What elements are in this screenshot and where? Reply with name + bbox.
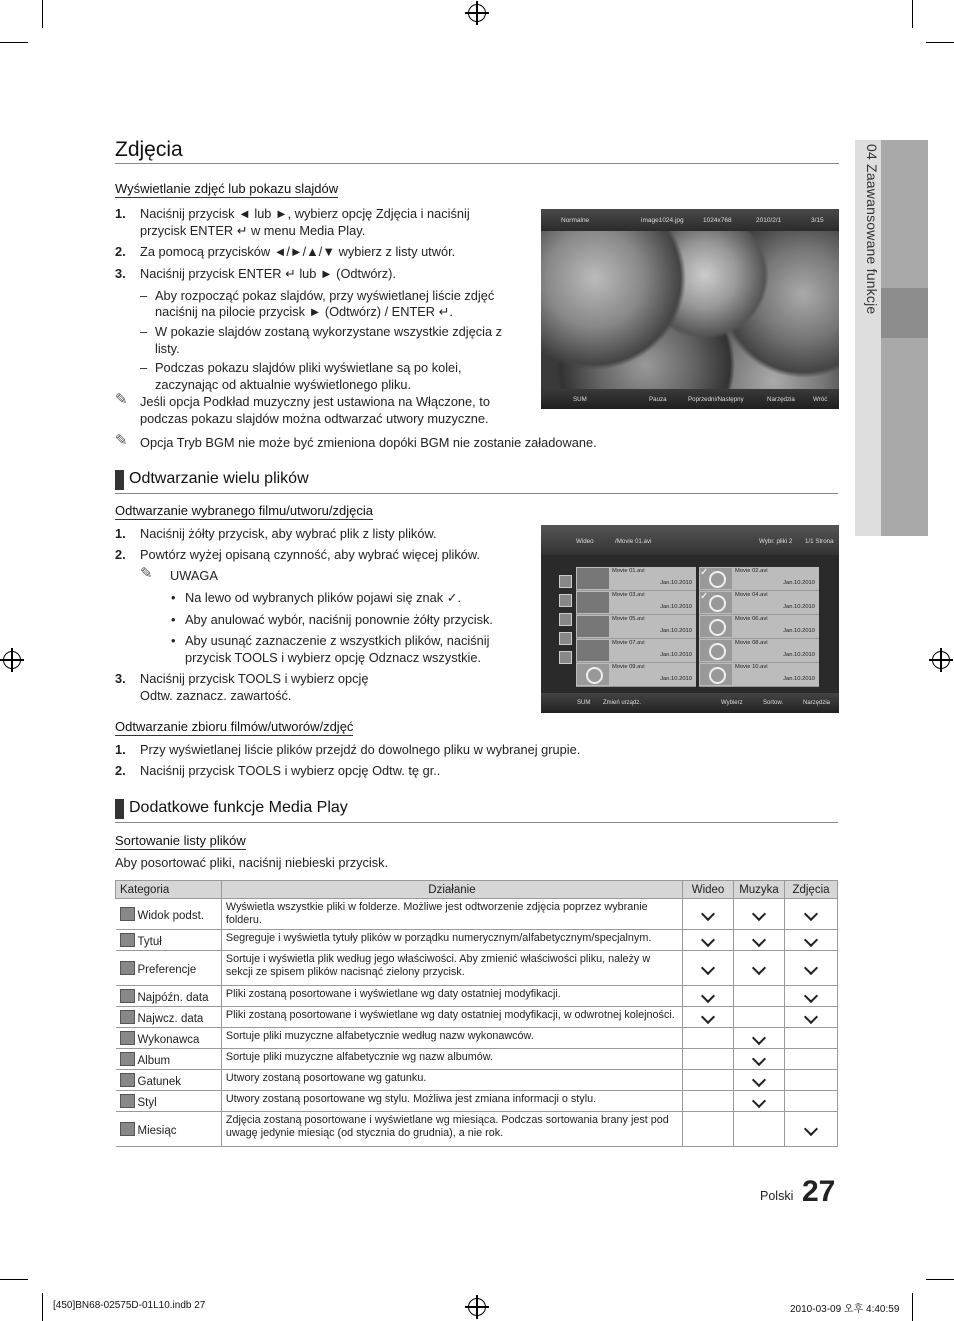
file-date: Jan.10.2010 [783, 652, 815, 658]
film-reel-icon [700, 616, 732, 637]
page-title: Zdjęcia [115, 138, 183, 161]
side-tab [881, 140, 928, 536]
multi-subtitle: Odtwarzanie wybranego filmu/utworu/zdjęcia [115, 503, 373, 518]
step-number: 2. [115, 244, 126, 259]
check-icon [701, 1010, 715, 1024]
support-cell [785, 899, 838, 930]
check-icon [701, 989, 715, 1003]
table-row [116, 899, 838, 930]
note-pencil-icon: ✎ [115, 391, 128, 408]
multi-subtitle: Odtwarzanie zbioru filmów/utworów/zdjęć [115, 719, 354, 734]
photos-subtitle: Wyświetlanie zdjęć lub pokazu slajdów [115, 181, 339, 196]
support-cell [683, 986, 734, 1007]
file-name: Movie 04.avi [735, 592, 768, 598]
dash-mark: – [140, 288, 148, 303]
support-cell [734, 899, 785, 930]
check-icon [752, 1052, 766, 1066]
dash-text: listy. [155, 341, 180, 356]
dash-mark: – [140, 360, 148, 375]
bullet-text: Na lewo od wybranych plików pojawi się znak ✓. [185, 590, 462, 605]
table-row [116, 986, 838, 1007]
file-name: Movie 06.avi [735, 616, 768, 622]
film-reel-icon [577, 664, 609, 685]
file-name: Movie 03.avi [612, 592, 645, 598]
file-list-screenshot [541, 525, 839, 713]
folder-icon [559, 575, 572, 588]
list-item[interactable] [576, 663, 696, 687]
slideshow-bottombar [541, 389, 839, 409]
crop-mark [926, 42, 954, 43]
file-label: image1024.jpg [641, 217, 684, 224]
file-name: Movie 10.avi [735, 664, 768, 670]
title-icon [120, 933, 135, 947]
check-icon [804, 1122, 818, 1136]
check-icon [752, 961, 766, 975]
bullet-mark: • [171, 590, 176, 605]
checkmark-icon: ✓ [700, 567, 709, 578]
folder-icon [120, 907, 135, 921]
table-row [116, 1028, 838, 1049]
header-action: Działanie [221, 881, 682, 899]
category-label: Preferencje [137, 963, 197, 976]
check-icon [752, 907, 766, 921]
slideshow-screenshot [541, 209, 839, 409]
support-cell [683, 1028, 734, 1049]
sort-table [115, 880, 838, 1147]
action-cell: Utwory zostaną posortowane wg gatunku. [221, 1070, 682, 1091]
step-number: 1. [115, 742, 126, 757]
category-label: Najpóźn. data [137, 991, 209, 1004]
check-icon [804, 961, 818, 975]
list-item[interactable] [576, 639, 696, 663]
table-header [116, 881, 838, 899]
side-tab-band [881, 140, 928, 288]
check-icon [804, 933, 818, 947]
bullet-text: Aby anulować wybór, naciśnij ponownie żółty przycisk. [185, 612, 493, 627]
support-cell [734, 1007, 785, 1028]
file-name: Movie 05.avi [612, 616, 645, 622]
back-label: Wróć [813, 396, 828, 403]
table-row [116, 1070, 838, 1091]
print-info-right: 2010-03-09 오후 4:40:59 [790, 1304, 900, 1315]
note-pencil-icon: ✎ [140, 565, 153, 582]
crop-mark [912, 0, 913, 28]
note-text: podczas pokazu slajdów można odtwarzać utwory muzyczne. [140, 411, 489, 426]
category-label: Tytuł [137, 935, 162, 948]
check-icon [752, 1073, 766, 1087]
step-text: Przy wyświetlanej liście plików przejdź do dowolnego pliku w wybranej grupie. [140, 742, 581, 757]
support-cell [734, 1028, 785, 1049]
thumbnail [577, 616, 609, 637]
table-row [116, 930, 838, 951]
slideshow-topbar [541, 209, 839, 231]
section-label: Wideo [576, 538, 594, 545]
step-text: Odtw. zaznacz. zawartość. [140, 688, 292, 703]
step-text: przycisk ENTER ↵ w menu Media Play. [140, 223, 366, 238]
action-cell: Pliki zostaną posortowane i wyświetlane wg daty ostatniej modyfikacji, w odwrotnej kolejności. [221, 1007, 682, 1028]
support-cell [683, 1070, 734, 1091]
step-text: Naciśnij przycisk TOOLS i wybierz opcję [140, 671, 369, 686]
checkmark-icon: ✓ [700, 591, 709, 602]
bullet-text: Aby usunąć zaznaczenie z wszystkich plików, naciśnij [185, 633, 490, 648]
category-label: Gatunek [137, 1075, 181, 1088]
table-row [116, 951, 838, 986]
sort-label: Sortow. [763, 700, 784, 706]
table-row [116, 1049, 838, 1070]
file-date: Jan.10.2010 [783, 604, 815, 610]
file-date: Jan.10.2010 [783, 676, 815, 682]
mode-label: Normalne [561, 217, 590, 224]
support-cell [785, 1112, 838, 1147]
pause-label: Pauza [649, 396, 667, 403]
support-cell [683, 1007, 734, 1028]
step-number: 2. [115, 763, 126, 778]
table-row [116, 1112, 838, 1147]
side-tab-active [881, 288, 928, 338]
check-icon [804, 989, 818, 1003]
category-cell [116, 1112, 222, 1147]
file-date: Jan.10.2010 [660, 652, 692, 658]
crop-mark [0, 1279, 28, 1280]
category-label: Widok podst. [137, 909, 204, 922]
file-list-bottombar [541, 693, 839, 713]
bullet-mark: • [171, 612, 176, 627]
file-date: Jan.10.2010 [783, 580, 815, 586]
footer-language: Polski [760, 1189, 794, 1203]
style-icon [120, 1094, 135, 1108]
step-text: Powtórz wyżej opisaną czynność, aby wybrać więcej plików. [140, 547, 480, 562]
support-cell [785, 986, 838, 1007]
category-cell [116, 930, 222, 951]
path-label: /Movie 01.avi [615, 538, 652, 545]
category-cell [116, 1049, 222, 1070]
action-cell: Segreguje i wyświetla tytuły plików w porządku numerycznym/alfabetycznym/specjalnym. [221, 930, 682, 951]
tools-label: Narzędzia [767, 396, 795, 403]
category-cell [116, 899, 222, 930]
section-heading: Odtwarzanie wielu plików [115, 470, 309, 488]
crop-mark [0, 42, 28, 43]
support-cell [734, 951, 785, 986]
note-text: Opcja Tryb BGM nie może być zmieniona dopóki BGM nie zostanie załadowane. [140, 435, 597, 450]
thumbnail [577, 640, 609, 661]
step-number: 3. [115, 266, 126, 281]
select-label: Wybierz [721, 700, 743, 706]
resolution-label: 1024x768 [703, 217, 732, 224]
category-label: Wykonawca [137, 1033, 200, 1046]
star-icon [120, 961, 135, 975]
check-icon [804, 1010, 818, 1024]
support-cell [734, 1091, 785, 1112]
support-cell [785, 951, 838, 986]
support-cell [785, 1049, 838, 1070]
album-icon [120, 1052, 135, 1066]
support-cell [734, 1070, 785, 1091]
apple-photo [541, 231, 839, 389]
support-cell [785, 1070, 838, 1091]
support-cell [683, 1112, 734, 1147]
section-rule [115, 493, 838, 494]
category-cell [116, 1091, 222, 1112]
bullet-text: przycisk TOOLS i wybierz opcję Odznacz wszystkie. [185, 650, 482, 665]
note-pencil-icon: ✎ [115, 432, 128, 449]
category-cell [116, 1028, 222, 1049]
file-date: Jan.10.2010 [660, 628, 692, 634]
support-cell [785, 1028, 838, 1049]
section-heading: Dodatkowe funkcje Media Play [115, 799, 348, 817]
list-item[interactable] [576, 567, 696, 591]
dash-text: naciśnij na pilocie przycisk ► (Odtwórz) / ENTER ↵. [155, 304, 453, 319]
support-cell [683, 930, 734, 951]
registration-mark [3, 651, 21, 669]
sort-intro: Aby posortować pliki, naciśnij niebieski przycisk. [115, 855, 389, 870]
support-cell [785, 1091, 838, 1112]
check-icon [701, 933, 715, 947]
list-item[interactable] [699, 591, 819, 615]
header-video: Wideo [683, 881, 734, 899]
registration-mark [932, 651, 950, 669]
check-icon [804, 907, 818, 921]
support-cell [683, 1091, 734, 1112]
support-cell [683, 899, 734, 930]
registration-mark [468, 4, 486, 22]
category-cell [116, 1007, 222, 1028]
support-cell [734, 930, 785, 951]
file-name: Movie 07.avi [612, 640, 645, 646]
calendar-icon [120, 989, 135, 1003]
device-label: SUM [577, 700, 591, 706]
action-cell: Sortuje i wyświetla plik według jego właściwości. Aby zmienić właściwości pliku, należy w sekcji ze spisem plików nacisnąć zielony przycisk. [221, 951, 682, 986]
category-icons [559, 575, 571, 670]
bullet-mark: • [171, 633, 176, 648]
action-cell: Pliki zostaną posortowane i wyświetlane wg daty ostatniej modyfikacji. [221, 986, 682, 1007]
thumbnail [577, 568, 609, 589]
chapter-label: 04 Zaawansowane funkcje [864, 144, 880, 315]
action-cell: Sortuje pliki muzyczne alfabetycznie wg nazw albumów. [221, 1049, 682, 1070]
file-name: Movie 01.avi [612, 568, 645, 574]
tools-label: Narzędzia [803, 700, 831, 706]
sort-subtitle: Sortowanie listy plików [115, 833, 246, 848]
calendar-icon [559, 613, 572, 626]
step-number: 1. [115, 526, 126, 541]
check-icon [752, 1031, 766, 1045]
list-item[interactable] [699, 639, 819, 663]
change-device-label: Zmień urządz. [603, 700, 642, 706]
film-reel-icon [700, 640, 732, 661]
crop-mark [926, 1279, 954, 1280]
file-date: Jan.10.2010 [660, 580, 692, 586]
date-label: 2010/2/1 [756, 217, 782, 224]
category-label: Miesiąc [137, 1124, 177, 1137]
step-text: Naciśnij przycisk ENTER ↵ lub ► (Odtwórz). [140, 266, 396, 281]
table-row [116, 1007, 838, 1028]
page-label: 3/15 [811, 217, 824, 224]
file-date: Jan.10.2010 [660, 676, 692, 682]
check-icon [701, 961, 715, 975]
category-cell [116, 986, 222, 1007]
note-text: Jeśli opcja Podkład muzyczny jest ustawiona na Włączone, to [140, 394, 490, 409]
category-label: Najwcz. data [137, 1012, 204, 1025]
dash-text: Podczas pokazu slajdów pliki wyświetlane są po kolei, [155, 360, 462, 375]
category-label: Album [137, 1054, 171, 1067]
print-info-left: [450]BN68-02575D-01L10.indb 27 [53, 1300, 206, 1311]
action-cell: Utwory zostaną posortowane wg stylu. Możliwa jest zmiana informacji o stylu. [221, 1091, 682, 1112]
support-cell [785, 930, 838, 951]
page-label: 1/1 Strona [805, 538, 834, 545]
header-photos: Zdjęcia [785, 881, 838, 899]
step-number: 3. [115, 671, 126, 686]
step-text: Naciśnij żółty przycisk, aby wybrać plik z listy plików. [140, 526, 437, 541]
step-text: Naciśnij przycisk TOOLS i wybierz opcję Odtw. tę gr.. [140, 763, 441, 778]
calendar-icon [559, 632, 572, 645]
prev-next-label: Poprzedni/Następny [688, 396, 744, 403]
action-cell: Zdjęcia zostaną posortowane i wyświetlane wg miesiąca. Podczas sortowania brany jest pod uwagę jedynie miesiąc (od stycznia do grudnia), a nie rok. [221, 1112, 682, 1147]
crop-mark [912, 1293, 913, 1321]
support-cell [785, 1007, 838, 1028]
list-item[interactable] [576, 591, 696, 615]
title-rule [115, 163, 839, 164]
calendar-icon [120, 1010, 135, 1024]
support-cell [734, 1112, 785, 1147]
category-label: Styl [137, 1096, 157, 1109]
step-text: Za pomocą przycisków ◄/►/▲/▼ wybierz z listy utwór. [140, 244, 456, 259]
support-cell [734, 1049, 785, 1070]
crop-mark [42, 1293, 43, 1321]
selected-label: Wybr. pliki 2 [759, 538, 793, 545]
file-name: Movie 09.avi [612, 664, 645, 670]
star-icon [559, 651, 572, 664]
dash-text: W pokazie slajdów zostaną wykorzystane wszystkie zdjęcia z [155, 324, 503, 339]
list-item[interactable] [699, 615, 819, 639]
file-date: Jan.10.2010 [660, 604, 692, 610]
list-item[interactable] [699, 663, 819, 687]
file-name: Movie 02.avi [735, 568, 768, 574]
list-item[interactable] [576, 615, 696, 639]
check-icon [701, 907, 715, 921]
crop-mark [42, 0, 43, 28]
device-label: SUM [573, 396, 587, 403]
side-tab-band [881, 338, 928, 536]
title-icon [559, 594, 572, 607]
file-list-topbar [541, 525, 839, 555]
table-row [116, 1091, 838, 1112]
file-name: Movie 08.avi [735, 640, 768, 646]
category-cell [116, 1070, 222, 1091]
check-icon [752, 1094, 766, 1108]
support-cell [734, 986, 785, 1007]
month-icon [120, 1122, 135, 1136]
artist-icon [120, 1031, 135, 1045]
dash-text: zaczynając od aktualnie wyświetlonego pliku. [155, 377, 412, 392]
check-icon [752, 933, 766, 947]
step-text: Naciśnij przycisk ◄ lub ►, wybierz opcję Zdjęcia i naciśnij [140, 206, 470, 221]
note-label: UWAGA [170, 568, 218, 583]
category-cell [116, 951, 222, 986]
action-cell: Wyświetla wszystkie pliki w folderze. Możliwe jest odtworzenie zdjęcia poprzez wybranie folderu. [221, 899, 682, 930]
dash-mark: – [140, 324, 148, 339]
action-cell: Sortuje pliki muzyczne alfabetycznie według nazw wykonawców. [221, 1028, 682, 1049]
thumbnail [577, 592, 609, 613]
support-cell [683, 951, 734, 986]
dash-text: Aby rozpocząć pokaz slajdów, przy wyświetlanej liście zdjęć [155, 288, 495, 303]
film-reel-icon [700, 664, 732, 685]
file-date: Jan.10.2010 [783, 628, 815, 634]
header-music: Muzyka [734, 881, 785, 899]
step-number: 2. [115, 547, 126, 562]
registration-mark [468, 1298, 486, 1316]
support-cell [683, 1049, 734, 1070]
list-item[interactable] [699, 567, 819, 591]
header-category: Kategoria [116, 881, 222, 899]
step-number: 1. [115, 206, 126, 221]
section-rule [115, 822, 838, 823]
genre-icon [120, 1073, 135, 1087]
page-number: 27 [802, 1175, 836, 1208]
